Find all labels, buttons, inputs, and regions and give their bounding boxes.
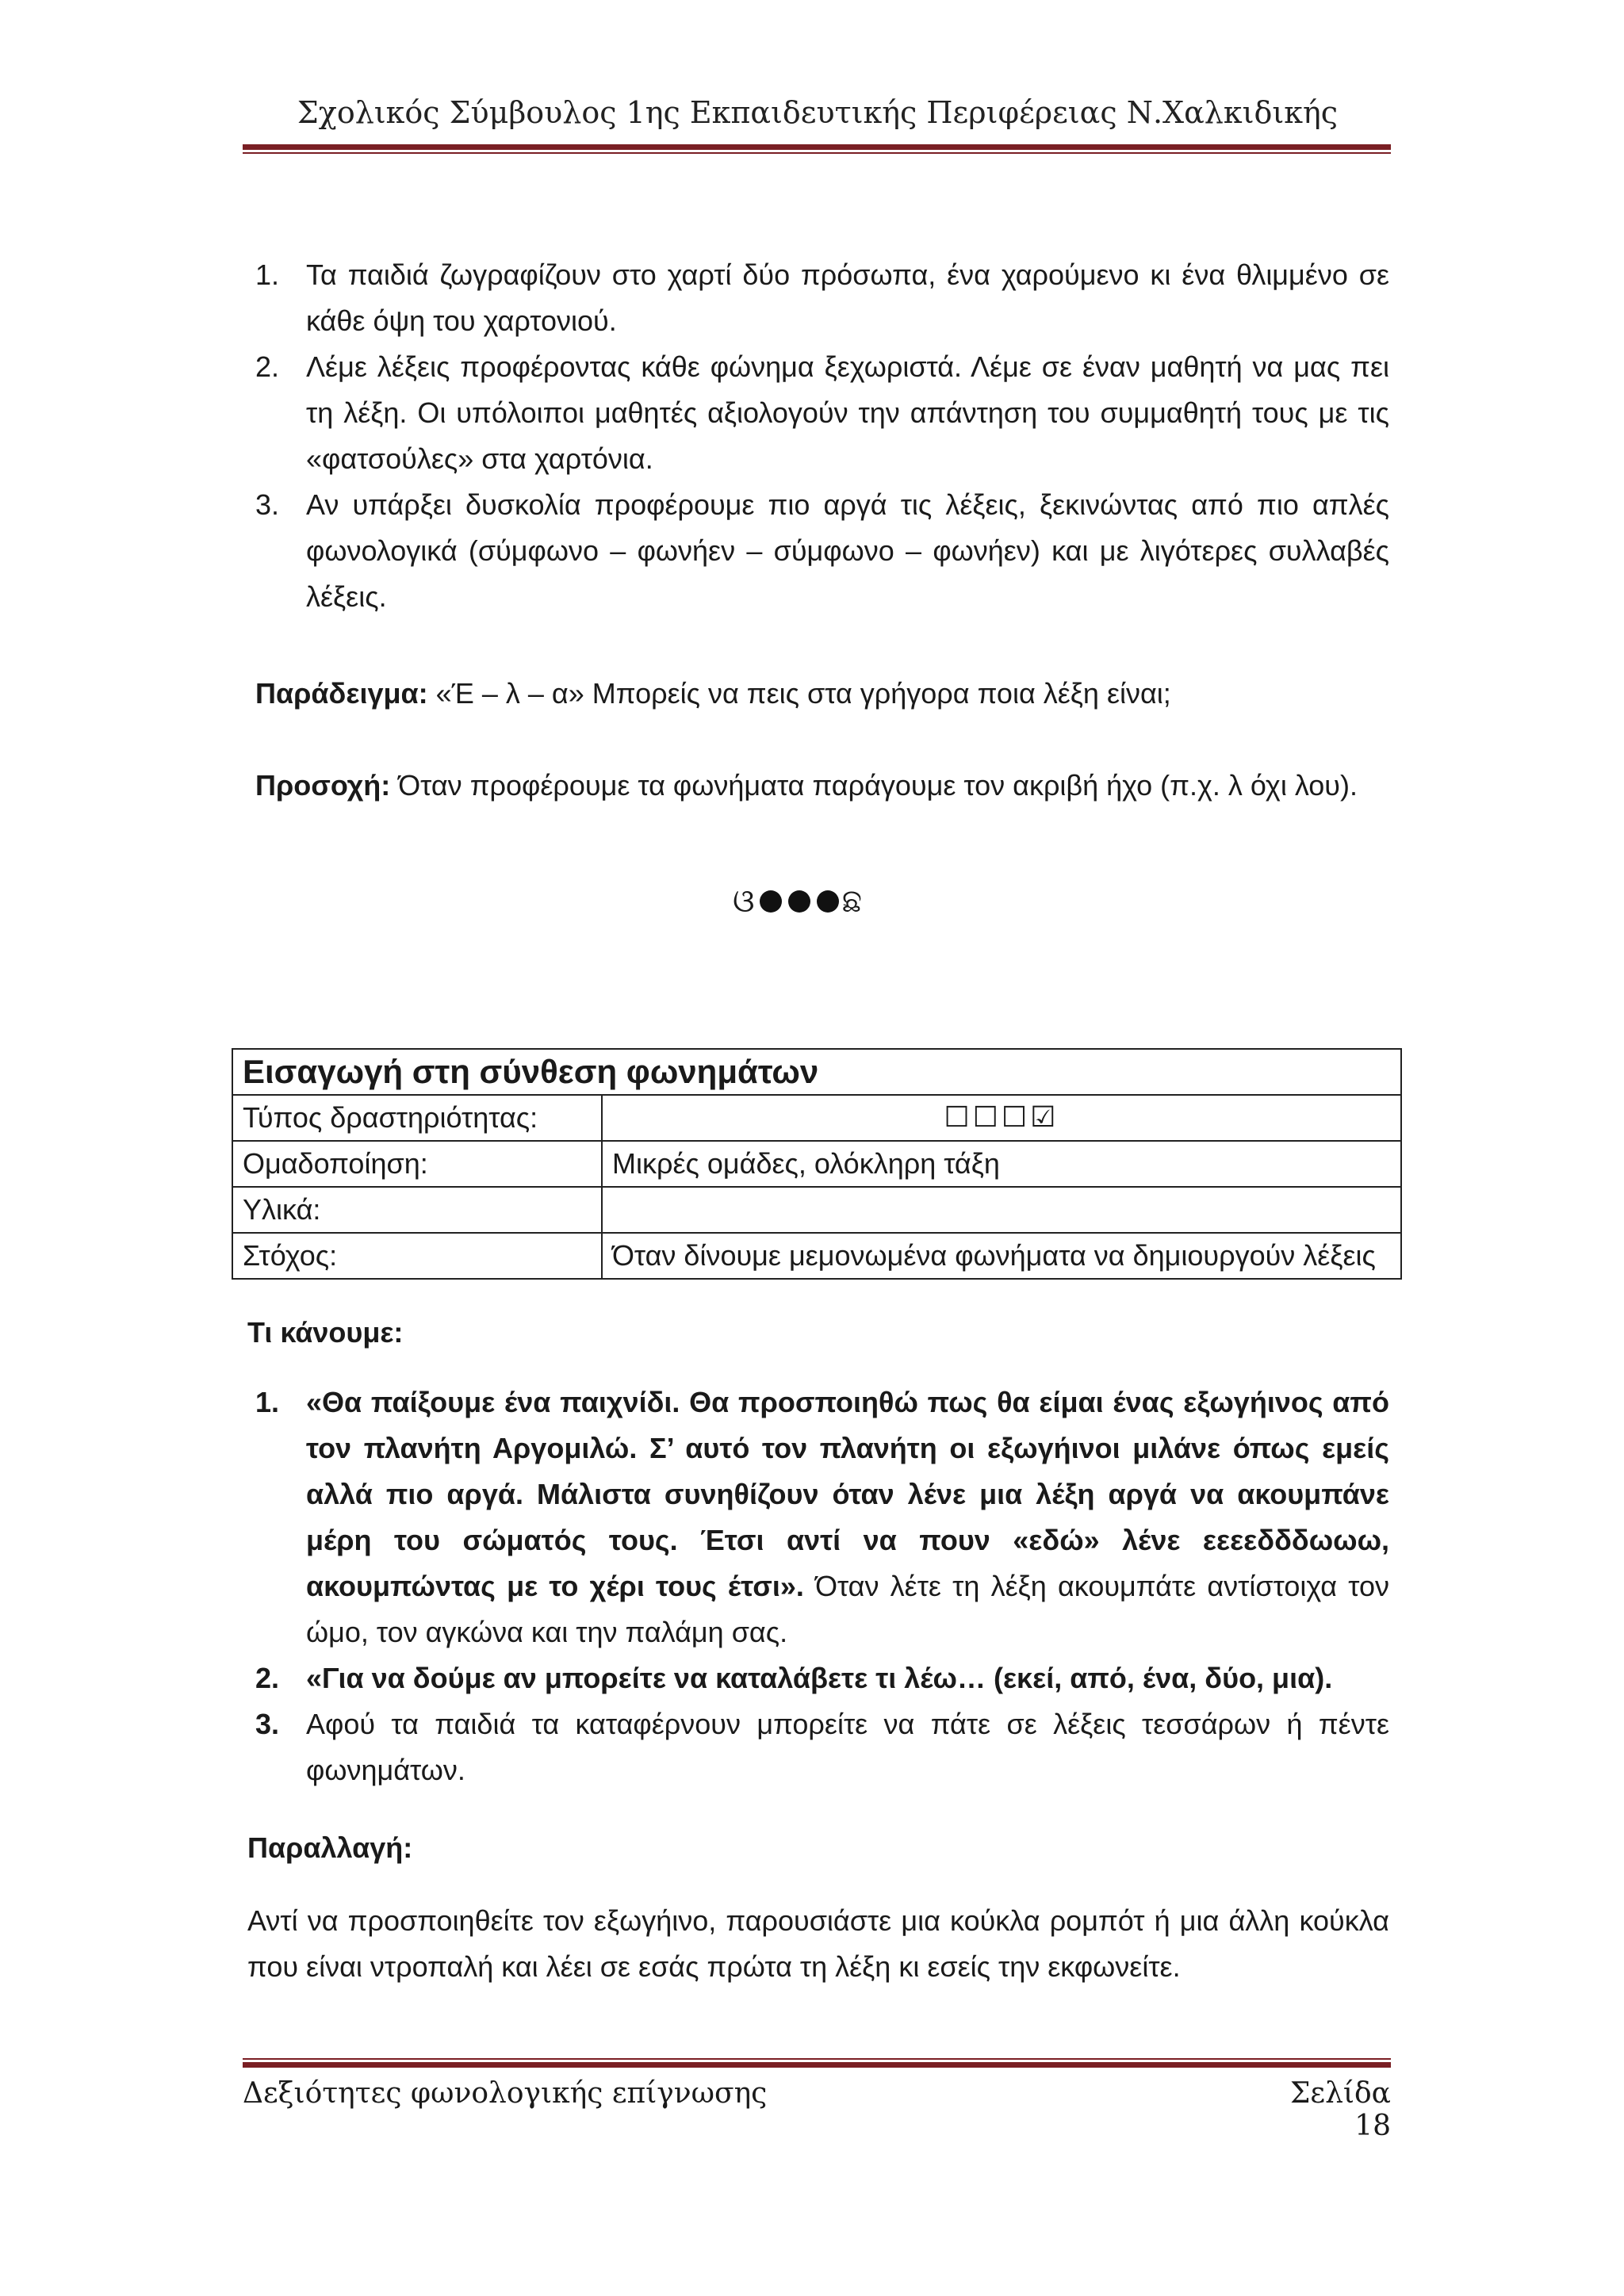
list-item: 1. «Θα παίξουμε ένα παιχνίδι. Θα προσποιηθώ πως θα είμαι ένας εξωγήινος από τον πλανήτη Αργομιλώ. Σ’ αυτό τον πλανήτη οι εξωγήινοι μιλάνε όπως εμείς αλλά πιο αργά. Μάλιστα συνηθίζουν όταν λένε μια λέξη αργά να ακουμπάνε μέρη του σώματός τους. Έτσι αντί να πουν «εδώ» λένε εεεεδδδωωω, ακουμπώντας με το χέρι τους έτσι». Όταν λέτε τη λέξη ακουμπάτε αντίστοιχα τον ώμο, τον αγκώνα και την παλάμη σας.	[255, 1386, 1389, 1648]
variation-label: Παραλλαγή:	[247, 1831, 413, 1864]
footer-title: Δεξιότητες φωνολογικής επίγνωσης	[243, 2077, 768, 2110]
variation-text: Αντί να προσποιηθείτε τον εξωγήινο, παρουσιάστε μια κούκλα ρομπότ ή μια άλλη κούκλα που είναι ντροπαλή και λέει σε εσάς πρώτα τη λέξη κι εσείς την εκφωνείτε.	[247, 1904, 1389, 1983]
list-item-text: Τα παιδιά ζωγραφίζουν στο χαρτί δύο πρόσωπα, ένα χαρούμενο κι ένα θλιμμένο σε κάθε όψη του χαρτονιού.	[306, 258, 1389, 337]
list-item: 1. Τα παιδιά ζωγραφίζουν στο χαρτί δύο πρόσωπα, ένα χαρούμενο κι ένα θλιμμένο σε κάθε όψη του χαρτονιού.	[255, 258, 1389, 337]
activity-table	[232, 1048, 1402, 1280]
table-row	[232, 1095, 1401, 1141]
what-we-do-label: Τι κάνουμε:	[247, 1316, 404, 1349]
dot-icon	[760, 890, 782, 913]
table-row	[232, 1049, 1401, 1095]
activity-type-checkboxes: ☐☐☐☑	[602, 1095, 1401, 1141]
list-item: 2. «Για να δούμε αν μπορείτε να καταλάβετε τι λέω… (εκεί, από, ένα, δύο, μια).	[255, 1662, 1333, 1694]
list-item: 2. Λέμε λέξεις προφέροντας κάθε φώνημα ξεχωριστά. Λέμε σε έναν μαθητή να μας πει τη λέξη. Οι υπόλοιποι μαθητές αξιολογούν την απάντηση του συμμαθητή τους με τις «φατσούλες» στα χαρτόνια.	[255, 350, 1389, 475]
list-item-text: Λέμε λέξεις προφέροντας κάθε φώνημα ξεχωριστά. Λέμε σε έναν μαθητή να μας πει τη λέξη. Οι υπόλοιποι μαθητές αξιολογούν την απάντηση του συμμαθητή τους με τις «φατσούλες» στα χαρτόνια.	[306, 350, 1389, 475]
attention-label: Προσοχή:	[255, 769, 391, 802]
row-label: Ομαδοποίηση:	[232, 1141, 602, 1187]
list-item: 3. Αν υπάρξει δυσκολία προφέρουμε πιο αργά τις λέξεις, ξεκινώντας από πιο απλές φωνολογικά (σύμφωνο – φωνήεν – σύμφωνο – φωνήεν) και με λιγότερες συλλαβές λέξεις.	[255, 488, 1389, 613]
table-row	[232, 1141, 1401, 1187]
ornament-left-icon: ଓ	[733, 882, 756, 920]
header-rule	[243, 144, 1391, 154]
page-number: Σελίδα 18	[1289, 2077, 1391, 2142]
list-item-text: Αν υπάρξει δυσκολία προφέρουμε πιο αργά τις λέξεις, ξεκινώντας από πιο απλές φωνολογικά (σύμφωνο – φωνήεν – σύμφωνο – φωνήεν) και με λιγότερες συλλαβές λέξεις.	[306, 488, 1389, 613]
example-label: Παράδειγμα:	[255, 677, 428, 710]
header-title: Σχολικός Σύμβουλος 1ης Εκπαιδευτικής Περιφέρειας Ν.Χαλκιδικής	[297, 95, 1339, 130]
ornament-right-icon: ଛ	[841, 882, 864, 920]
example-paragraph	[255, 671, 1389, 717]
list-item-text: Όταν λέτε τη λέξη ακουμπάτε αντίστοιχα τον ώμο, τον αγκώνα και την παλάμη σας.	[306, 1570, 1389, 1648]
example-text: «Έ – λ – α» Μπορείς να πεις στα γρήγορα ποια λέξη είναι;	[427, 677, 1171, 710]
row-label: Στόχος:	[232, 1233, 602, 1279]
table-row	[232, 1233, 1401, 1279]
row-label: Υλικά:	[232, 1187, 602, 1233]
attention-text: Όταν προφέρουμε τα φωνήματα παράγουμε τον ακριβή ήχο (π.χ. λ όχι λου).	[390, 769, 1358, 802]
dot-icon	[817, 890, 839, 913]
row-value	[602, 1187, 1401, 1233]
list-item-bold-text: «Θα παίξουμε ένα παιχνίδι. Θα προσποιηθώ πως θα είμαι ένας εξωγήινος από τον πλανήτη Αργομιλώ. Σ’ αυτό τον πλανήτη οι εξωγήινοι μιλάνε όπως εμείς αλλά πιο αργά. Μάλιστα συνηθίζουν όταν λένε μια λέξη αργά να ακουμπάνε μέρη του σώματός τους. Έτσι αντί να πουν «εδώ» λένε εεεεδδδωωω, ακουμπώντας με το χέρι τους έτσι».	[306, 1386, 1389, 1602]
section-separator	[733, 880, 864, 920]
steps-list-b	[255, 1380, 1389, 1793]
activity-title: Εισαγωγή στη σύνθεση φωνημάτων	[232, 1049, 1401, 1095]
attention-paragraph	[255, 763, 1389, 809]
list-item-text: Αφού τα παιδιά τα καταφέρνουν μπορείτε να πάτε σε λέξεις τεσσάρων ή πέντε φωνημάτων.	[306, 1708, 1389, 1786]
row-label: Τύπος δραστηριότητας:	[232, 1095, 602, 1141]
steps-list-a	[255, 252, 1389, 620]
list-item-bold-text: «Για να δούμε αν μπορείτε να καταλάβετε τι λέω… (εκεί, από, ένα, δύο, μια).	[306, 1662, 1333, 1694]
table-row	[232, 1187, 1401, 1233]
dot-icon	[788, 890, 810, 913]
row-value: Όταν δίνουμε μεμονωμένα φωνήματα να δημιουργούν λέξεις	[602, 1233, 1401, 1279]
list-item: 3. Αφού τα παιδιά τα καταφέρνουν μπορείτε να πάτε σε λέξεις τεσσάρων ή πέντε φωνημάτων.	[255, 1708, 1389, 1786]
row-value: Μικρές ομάδες, ολόκληρη τάξη	[602, 1141, 1401, 1187]
footer-rule	[243, 2058, 1391, 2068]
